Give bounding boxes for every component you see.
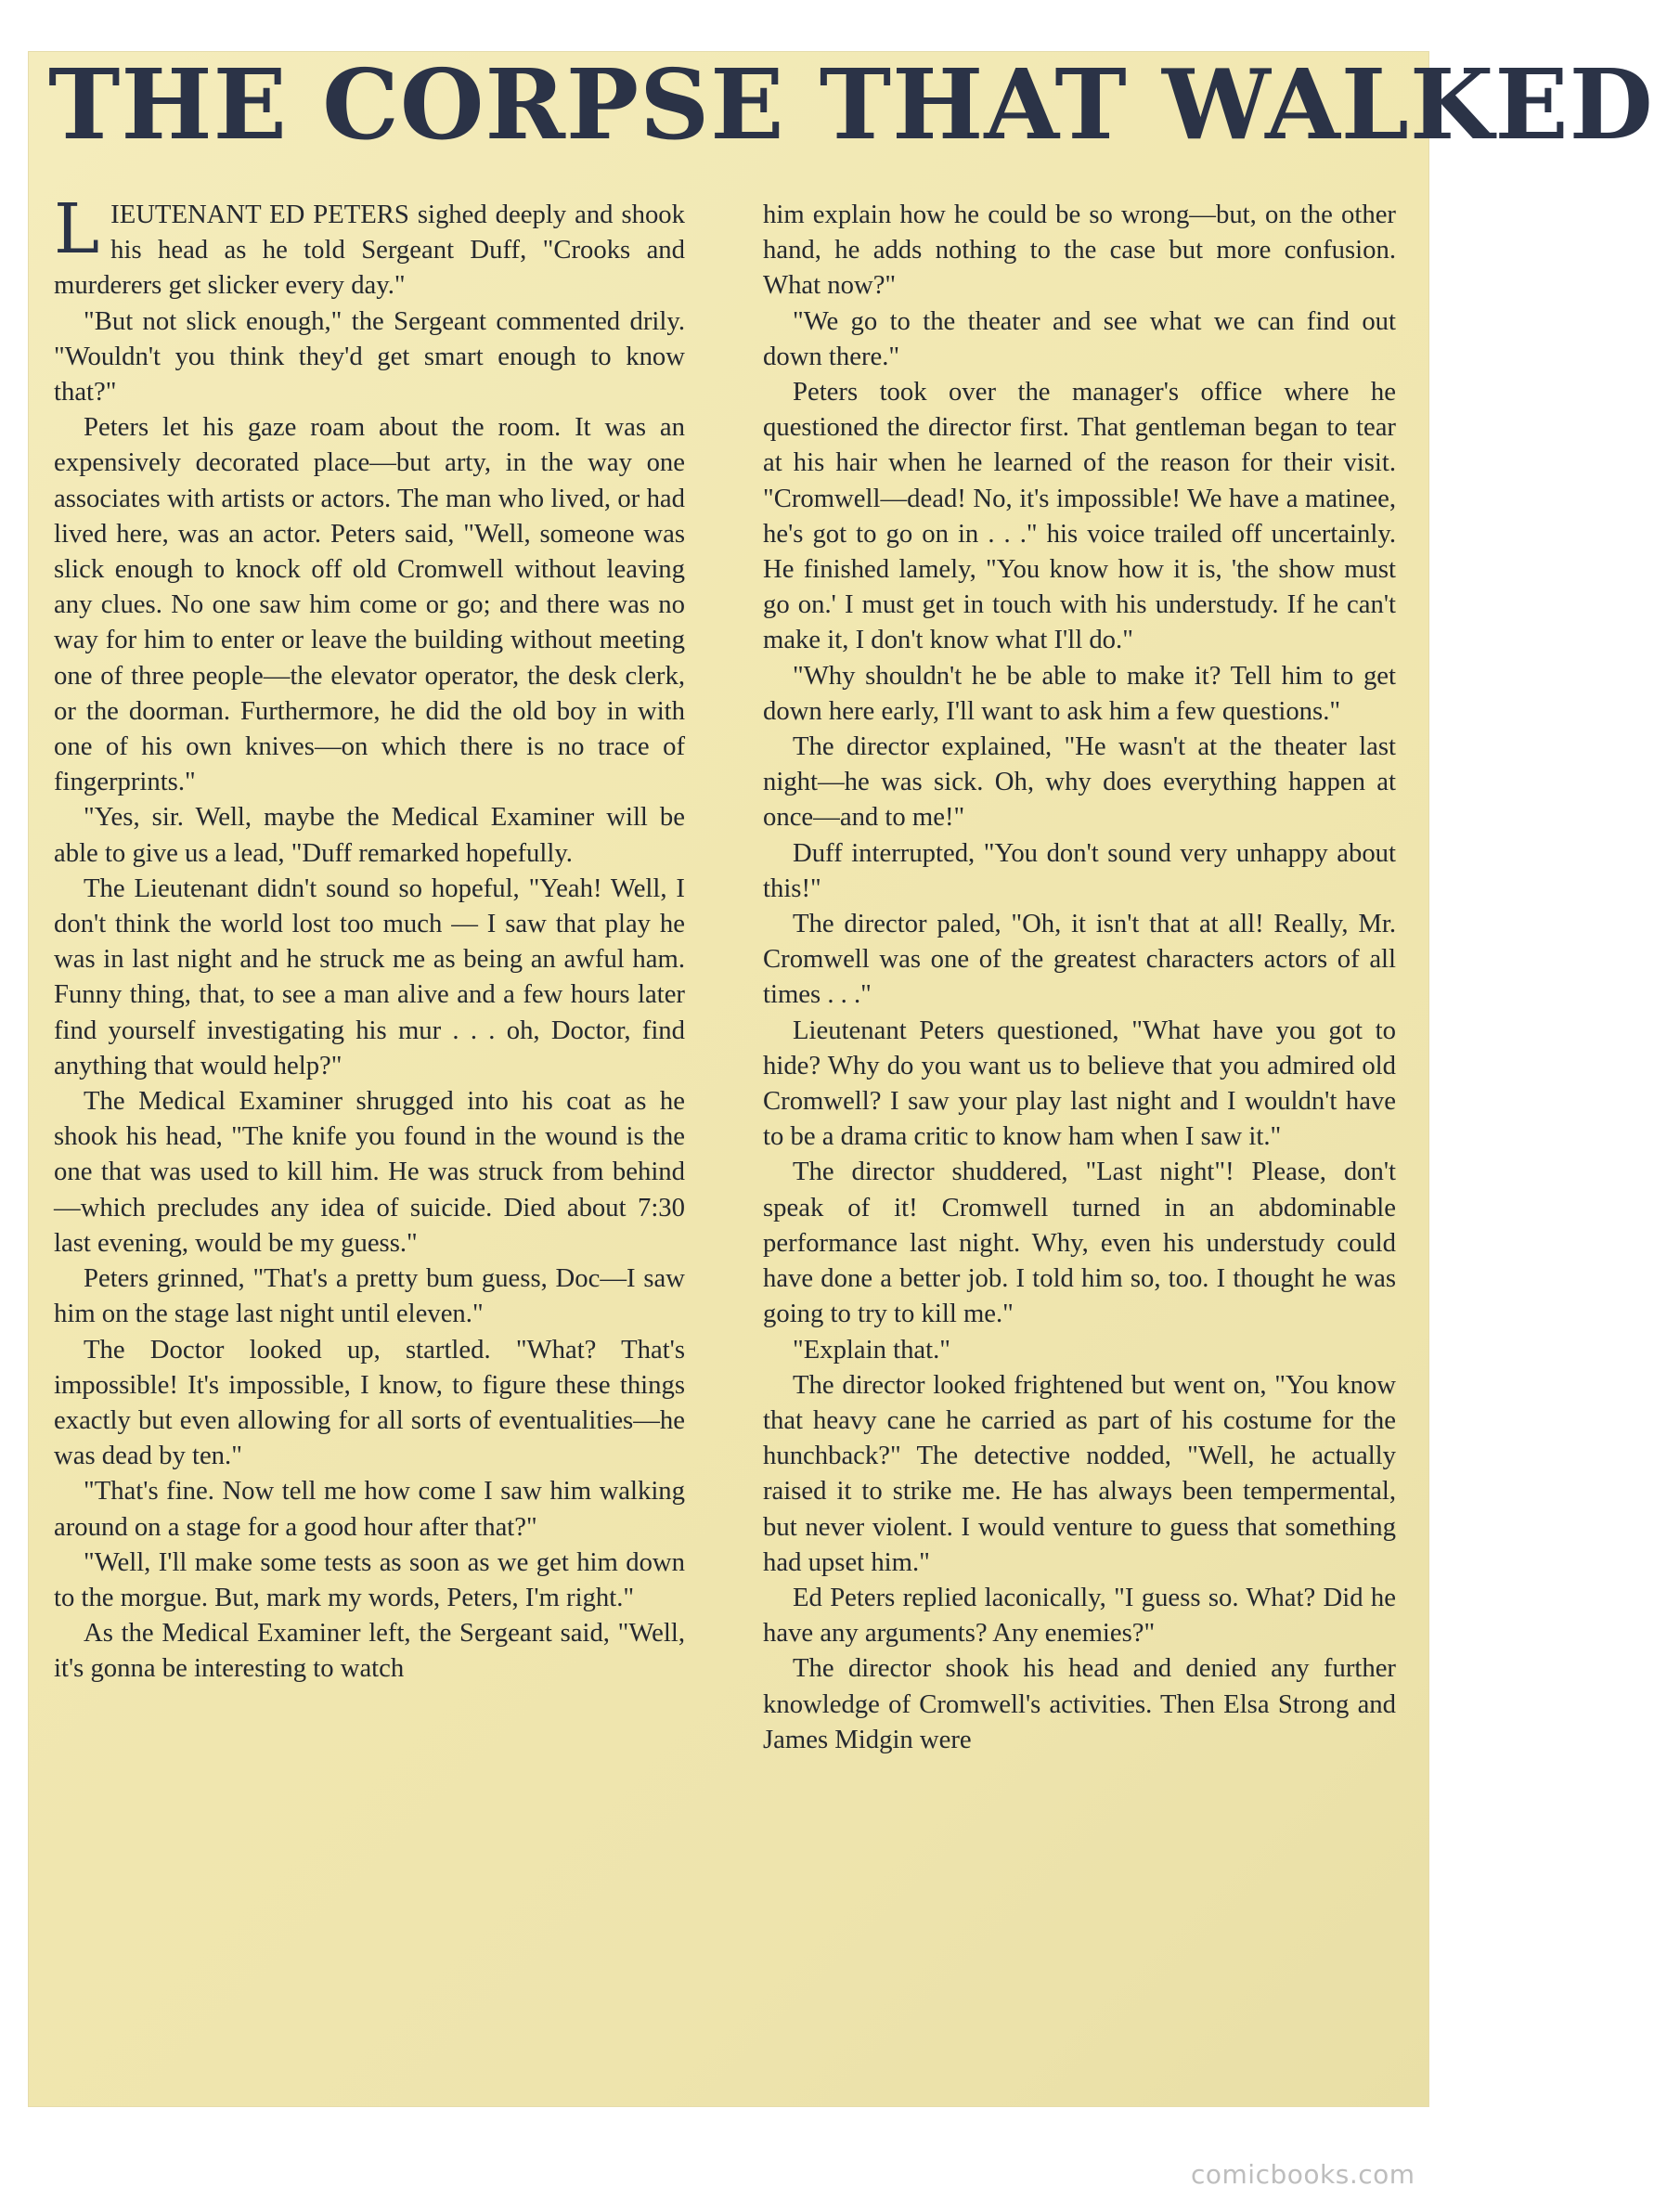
paragraph: The director explained, "He wasn't at the theater last night—he was sick. Oh, why does everything happen at once—and to me!" (763, 731, 1396, 833)
paragraph: Duff interrupted, "You don't sound very unhappy about this!" (763, 837, 1396, 903)
paragraph: "Explain that." (793, 1334, 951, 1365)
right-column (763, 197, 1396, 1757)
paragraph: "We go to the theater and see what we can find out down there." (763, 305, 1396, 371)
paragraph: "Why shouldn't he be able to make it? Tell him to get down here early, I'll want to ask him a few questions." (763, 660, 1396, 726)
paragraph: As the Medical Examiner left, the Sergeant said, "Well, it's gonna be interesting to watch (54, 1618, 685, 1684)
paragraph: Ed Peters replied laconically, "I guess so. What? Did he have any arguments? Any enemies?" (763, 1582, 1396, 1649)
paragraph: "That's fine. Now tell me how come I saw him walking around on a stage for a good hour after that?" (54, 1476, 685, 1542)
paragraph: The director looked frightened but went on, "You know that heavy cane he carried as part of his costume for the hunchback?" The detective nodded, "Well, he actually raised it to strike me. He has always been tempermental, but never violent. I would venture to guess that something had upset him." (763, 1369, 1396, 1577)
paragraph: Peters grinned, "That's a pretty bum guess, Doc—I saw him on the stage last night until eleven." (54, 1263, 685, 1329)
paragraph: The Doctor looked up, startled. "What? That's impossible! It's impossible, I know, to figure these things exactly but even allowing for all sorts of eventualities—he was dead by ten." (54, 1334, 685, 1471)
paragraph: Peters let his gaze roam about the room. It was an expensively decorated place—but arty, in the way one associates with artists or actors. The man who lived, or had lived here, was an actor. Peters said, "Well, someone was slick enough to knock off old Cromwell without leaving any clues. No one saw him come or go; and there was no way for him to enter or leave the building without meeting one of three people—the elevator operator, the desk clerk, or the doorman. Furthermore, he did the old boy in with one of his own knives—on which there is no trace of fingerprints." (54, 412, 685, 797)
drop-cap: L (54, 189, 100, 269)
story-title: THE CORPSE THAT WALKED (48, 47, 1654, 162)
paragraph: The Medical Examiner shrugged into his coat as he shook his head, "The knife you found in the wound is the one that was used to kill him. He was struck from behind—which precludes any idea of suicide. Died about 7:30 last evening, would be my guess." (54, 1086, 685, 1258)
paragraph: The Lieutenant didn't sound so hopeful, "Yeah! Well, I don't think the world lost too much — I saw that play he was in last night and he struck me as being an awful ham. Funny thing, that, to see a man alive and a few hours later find yourself investigating his mur . . . oh, Doctor, find anything that would help?" (54, 873, 685, 1080)
paragraph: "But not slick enough," the Sergeant commented drily. "Wouldn't you think they'd get smart enough to know that?" (54, 305, 685, 407)
paragraph: The director shuddered, "Last night"! Please, don't speak of it! Cromwell turned in an abdominable performance last night. Why, even his understudy could have done a better job. I told him so, too. I thought he was going to try to kill me." (763, 1157, 1396, 1329)
paragraph: The director paled, "Oh, it isn't that at all! Really, Mr. Cromwell was one of the greatest characters actors of all times . . ." (763, 909, 1396, 1010)
lead-paragraph (54, 189, 685, 304)
paragraph: Peters took over the manager's office where he questioned the director first. That gentleman began to tear at his hair when he learned of the reason for their visit. "Cromwell—dead! No, it's impossible! We have a matinee, he's got to go on in . . ." his voice trailed off uncertainly. He finished lamely, "You know how it is, 'the show must go on.' I must get in touch with his understudy. If he can't make it, I don't know what I'll do." (763, 377, 1396, 655)
paragraph: The director shook his head and denied any further knowledge of Cromwell's activities. Then Elsa Strong and James Midgin were (763, 1653, 1396, 1754)
left-column (54, 189, 685, 1687)
lead-text: IEUTENANT ED PETERS sighed deeply and shook his head as he told Sergeant Duff, "Crooks and murderers get slicker every day." (54, 200, 685, 301)
site-watermark: comicbooks.com (1191, 2159, 1415, 2190)
paragraph: "Yes, sir. Well, maybe the Medical Examiner will be able to give us a lead, "Duff remarked hopefully. (54, 802, 685, 868)
paragraph: Lieutenant Peters questioned, "What have you got to hide? Why do you want us to believe that you admired old Cromwell? I saw your play last night and I wouldn't have to be a drama critic to know ham when I saw it." (763, 1015, 1396, 1152)
paragraph: "Well, I'll make some tests as soon as we get him down to the morgue. But, mark my words, Peters, I'm right." (54, 1546, 685, 1612)
continued-paragraph: him explain how he could be so wrong—but, on the other hand, he adds nothing to the case but more confusion. What now?" (763, 200, 1396, 301)
